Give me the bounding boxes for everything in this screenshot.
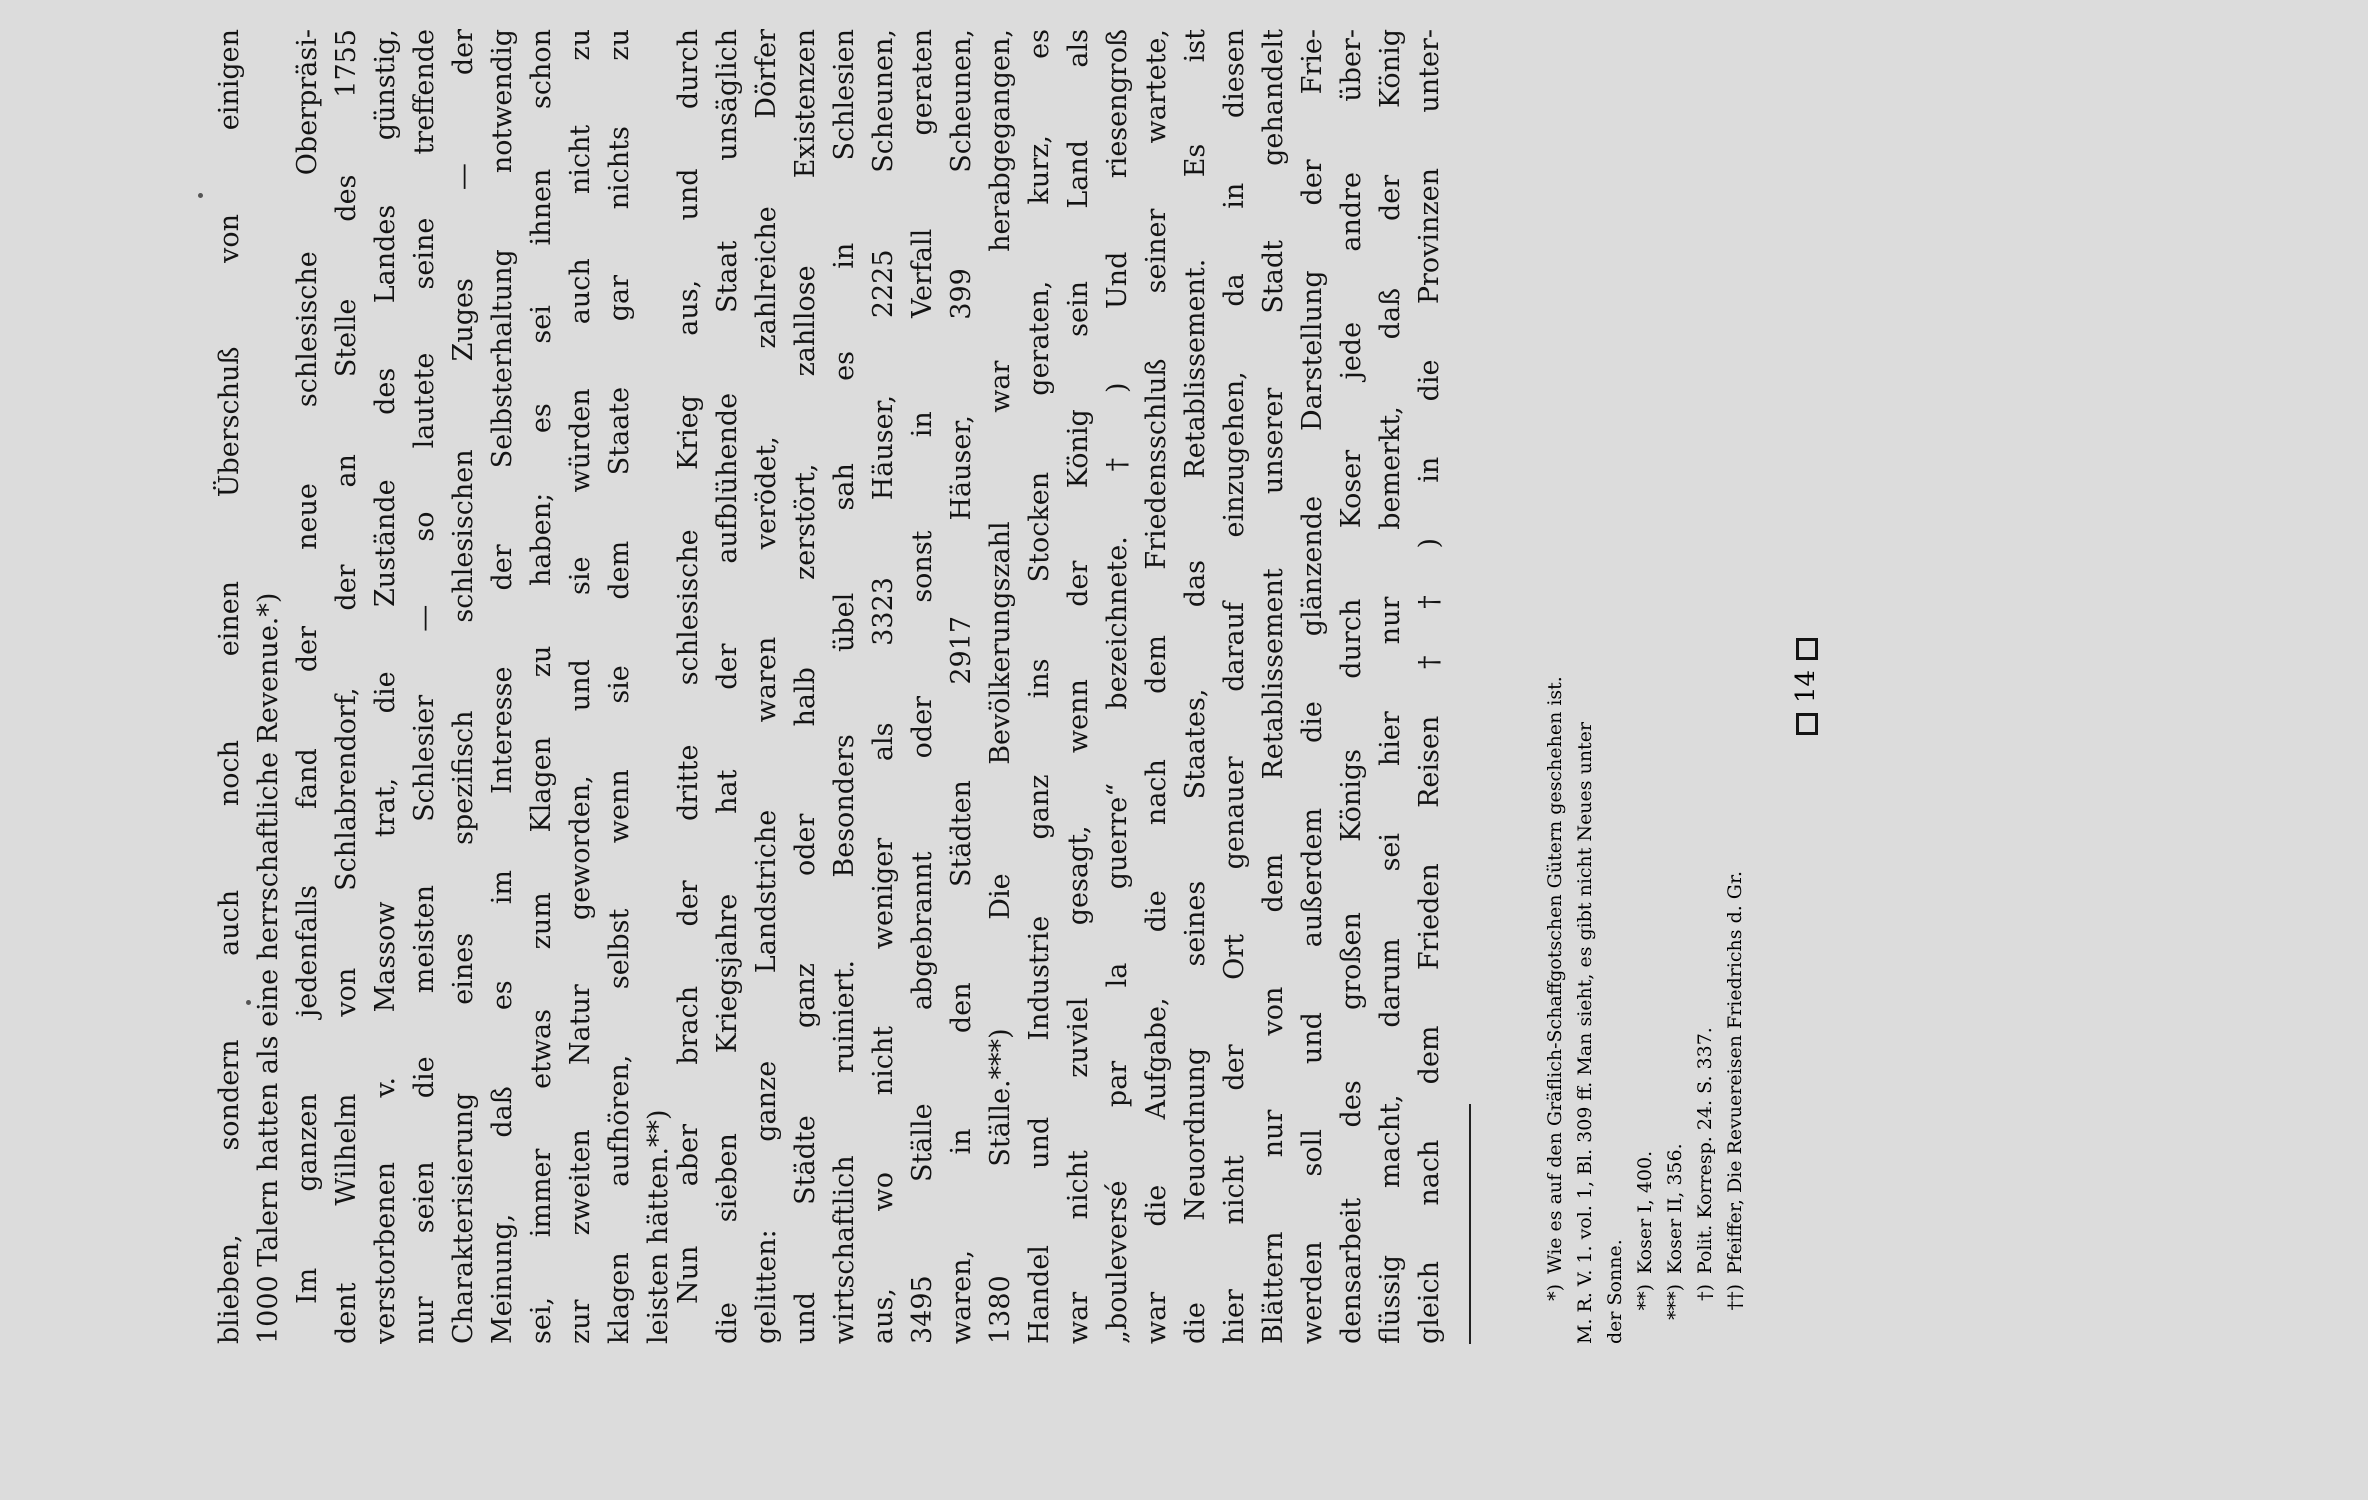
footnote-line — [1630, 29, 1660, 1344]
footnote-line — [1660, 29, 1690, 1344]
body-line: gleich nach dem Frieden Reisen††) in die Provinzen unter- — [1414, 29, 1445, 1344]
speck — [198, 193, 203, 198]
page-number — [1790, 29, 1822, 1344]
body-line: Meinung, daß es im Interesse der Selbsterhaltung notwendig — [487, 29, 518, 1344]
body-line: dent Wilhelm von Schlabrendorf, der an Stelle des 1755 — [331, 29, 362, 1344]
footnote-text: Koser I, 400. — [1634, 1150, 1656, 1274]
body-line: Nun aber brach der dritte schlesische Krieg aus, und durch — [673, 29, 704, 1304]
footnote-text: der Sonne. — [1604, 1239, 1626, 1344]
body-line: 1380 Ställe.***) Die Bevölkerungszahl war herabgegangen, — [985, 29, 1016, 1344]
body-line: 1000 Talern hatten als eine herrschaftliche Revenue.*) — [253, 592, 284, 1344]
page-content-2 — [668, 29, 1128, 1344]
body-line: leisten hätten.**) — [643, 1109, 674, 1344]
body-text-3 — [1097, 29, 1557, 1344]
square-ornament-icon — [1796, 638, 1818, 660]
body-line: verstorbenen v. Massow trat, die Zustände des Landes günstig, — [370, 29, 401, 1344]
square-ornament-icon — [1796, 713, 1818, 735]
footnote-rule — [1469, 1104, 1471, 1344]
page-content-3 — [1097, 29, 1557, 1344]
body-line: die sieben Kriegsjahre hat der aufblühende Staat unsäglich — [712, 29, 743, 1344]
body-line: nur seien die meisten Schlesier — so lautete seine treffende — [409, 29, 440, 1344]
body-line: 3495 Ställe abgebrannt oder sonst in Verfall geraten — [907, 29, 938, 1344]
footnote-line — [1690, 29, 1720, 1344]
footnote-mark: ††) — [1724, 1284, 1746, 1311]
body-text — [209, 29, 674, 1344]
footnote-text: M. R. V. 1. vol. 1, Bl. 309 ff. Man sieht, es gibt nicht Neues unter — [1574, 721, 1596, 1344]
footnote-text: Polit. Korresp. 24. S. 337. — [1694, 1027, 1716, 1274]
footnote-mark: †) — [1694, 1284, 1716, 1301]
body-line: Handel und Industrie ganz ins Stocken geraten, kurz, es — [1024, 29, 1055, 1344]
body-line: waren, in den Städten 2917 Häuser, 399 Scheunen, — [946, 29, 977, 1344]
footnote-mark: *) — [1544, 1284, 1566, 1301]
body-line: Charakterisierung eines spezifisch schlesischen Zuges — der — [448, 29, 479, 1344]
body-line: klagen aufhören, selbst wenn sie dem Staate gar nichts zu — [604, 29, 635, 1344]
footnote-line — [1540, 29, 1570, 1344]
body-line: zur zweiten Natur geworden, und sie würden auch nicht zu — [565, 29, 596, 1344]
footnote-mark: ***) — [1664, 1284, 1686, 1320]
body-line: und Städte ganz oder halb zerstört, zahllose Existenzen — [790, 29, 821, 1344]
rotated-footnote-frame — [1540, 29, 1840, 1344]
page-content — [209, 29, 674, 1344]
body-line: war nicht zuviel gesagt, wenn der König sein Land als — [1063, 29, 1094, 1344]
body-line: „bouleversé par la guerre“ bezeichnete.†) Und riesengroß — [1102, 29, 1133, 1344]
body-line: die Neuordnung seines Staates, das Retablissement. Es ist — [1180, 29, 1211, 1344]
body-line: blieben, sondern auch noch einen Überschuß von einigen — [214, 29, 245, 1344]
footnote-text: Wie es auf den Gräflich-Schaffgotschen Gütern geschehen ist. — [1544, 676, 1566, 1274]
rotated-page-frame-2 — [668, 29, 1128, 1344]
footnote-text: Pfeiffer, Die Revuereisen Friedrichs d. Gr. — [1724, 870, 1746, 1274]
body-line: Blättern nur von dem Retablissement unserer Stadt gehandelt — [1258, 29, 1289, 1344]
body-line: werden soll und außerdem die glänzende Darstellung der Frie- — [1297, 29, 1328, 1344]
body-line: flüssig macht, darum sei hier nur bemerkt, daß der König — [1375, 29, 1406, 1344]
body-line: aus, wo nicht weniger als 3323 Häuser, 2225 Scheunen, — [868, 29, 899, 1344]
rotated-page-frame-3 — [1097, 29, 1557, 1344]
footnote-mark: **) — [1634, 1284, 1656, 1311]
footnote-line — [1570, 29, 1600, 1344]
footnotes-content — [1540, 29, 1840, 1344]
footnote-line — [1600, 29, 1630, 1344]
page-number-value: 14 — [1791, 669, 1821, 704]
body-line: hier nicht der Ort genauer darauf einzugehen, da in diesen — [1219, 29, 1250, 1344]
body-text-2 — [668, 29, 1128, 1344]
rotated-page-frame — [209, 29, 674, 1344]
footnote-line — [1720, 29, 1750, 1344]
body-line: sei, immer etwas zum Klagen zu haben; es sei ihnen schon — [526, 29, 557, 1344]
body-line: wirtschaftlich ruiniert. Besonders übel sah es in Schlesien — [829, 29, 860, 1344]
body-line: gelitten: ganze Landstriche waren verödet, zahlreiche Dörfer — [751, 29, 782, 1344]
footnote-text: Koser II, 356. — [1664, 1143, 1686, 1274]
body-line: war die Aufgabe, die nach dem Friedensschluß seiner wartete, — [1141, 29, 1172, 1344]
body-line: densarbeit des großen Königs durch Koser jede andre über- — [1336, 29, 1367, 1344]
body-line: Im ganzen jedenfalls fand der neue schlesische Oberpräsi- — [292, 29, 323, 1304]
